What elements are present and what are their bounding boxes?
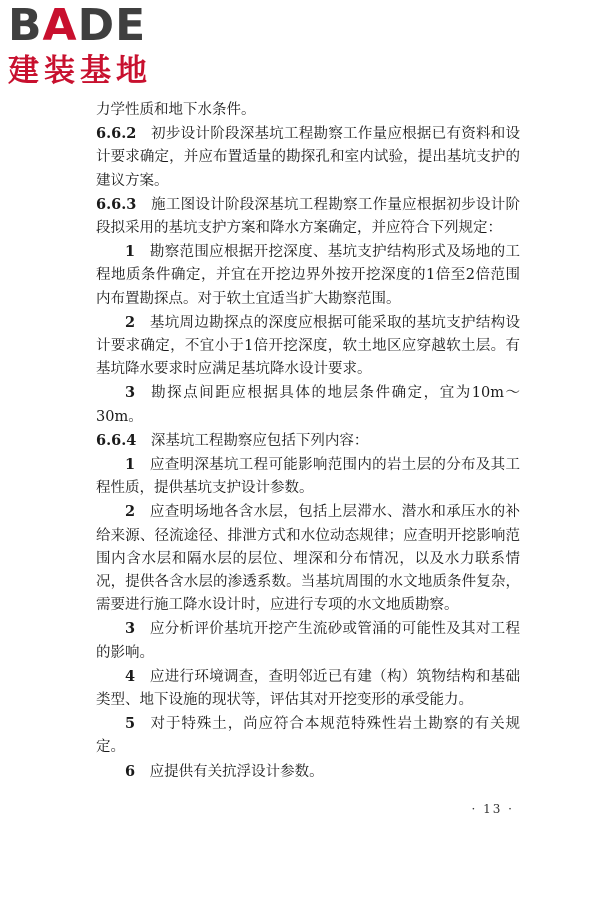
- paragraph-text: 初步设计阶段深基坑工程勘察工作量应根据已有资料和设计要求确定，并应布置适量的勘探孔和室内试验，提出基坑支护的建议方案。: [96, 126, 520, 189]
- clause-number: 3: [125, 620, 136, 638]
- clause-number: 6.6.2: [96, 125, 137, 143]
- paragraph-text: 应进行环境调查，查明邻近已有建（构）筑物结构和基础类型、地下设施的现状等，评估其对开挖变形的承受能力。: [96, 668, 520, 709]
- paragraph: [96, 712, 520, 759]
- paragraph: [96, 500, 520, 617]
- paragraph-text: 应分析评价基坑开挖产生流砂或管涌的可能性及其对工程的影响。: [96, 621, 520, 661]
- logo-letters-de: DE: [77, 0, 147, 51]
- logo-wordmark: [8, 2, 176, 50]
- paragraph-text: 勘探点间距应根据具体的地层条件确定，宜为10m～30m。: [96, 385, 520, 425]
- clause-number: 1: [125, 243, 136, 261]
- logo-chinese-name: 建装基地: [8, 53, 152, 89]
- paragraph: [96, 193, 520, 240]
- clause-number: 3: [125, 384, 136, 402]
- document-body: [96, 99, 520, 784]
- paragraph-text: 施工图设计阶段深基坑工程勘察工作量应根据初步设计阶段拟采用的基坑支护方案和降水方案确定，并应符合下列规定：: [96, 196, 520, 237]
- paragraph-text: 应查明深基坑工程可能影响范围内的岩土层的分布及其工程性质，提供基坑支护设计参数。: [96, 457, 520, 497]
- logo-letter-a: A: [42, 0, 78, 51]
- page-number: · 13 ·: [471, 802, 514, 816]
- clause-number: 2: [125, 313, 136, 331]
- paragraph: [96, 99, 520, 122]
- paragraph: [96, 311, 520, 382]
- paragraph-text: 应提供有关抗浮设计参数。: [149, 763, 324, 780]
- paragraph: [96, 760, 520, 784]
- clause-number: 5: [125, 715, 136, 733]
- paragraph-text: 应查明场地各含水层，包括上层滞水、潜水和承压水的补给来源、径流途径、排泄方式和水位动态规律；应查明开挖影响范围内含水层和隔水层的层位、埋深和分布情况，以及水力联系情况，提供各含水层的渗透系数。当基坑周围的水文地质条件复杂，需要进行施工降水设计时，应进行专项的水文地质勘察。: [96, 504, 520, 614]
- paragraph: [96, 381, 520, 428]
- paragraph-text: 对于特殊土，尚应符合本规范特殊性岩土勘察的有关规定。: [96, 716, 520, 756]
- paragraph: [96, 240, 520, 311]
- paragraph: [96, 453, 520, 500]
- paragraph-text: 基坑周边勘探点的深度应根据可能采取的基坑支护结构设计要求确定，不宜小于1倍开挖深度，软土地区应穿越软土层。有基坑降水要求时应满足基坑降水设计要求。: [96, 314, 520, 378]
- clause-number: 1: [125, 456, 136, 474]
- paragraph: [96, 665, 520, 712]
- clause-number: 2: [125, 503, 136, 521]
- clause-number: 4: [125, 667, 136, 685]
- clause-number: 6.6.3: [96, 195, 137, 213]
- paragraph: [96, 429, 520, 453]
- site-logo: [8, 2, 176, 94]
- paragraph: [96, 122, 520, 193]
- logo-letter-b: B: [8, 0, 43, 51]
- clause-number: 6: [125, 762, 136, 780]
- paragraph: [96, 617, 520, 664]
- paragraph-text: 勘察范围应根据开挖深度、基坑支护结构形式及场地的工程地质条件确定，并宜在开挖边界外按开挖深度的1倍至2倍范围内布置勘探点。对于软土宜适当扩大勘察范围。: [96, 244, 520, 307]
- paragraph-text: 力学性质和地下水条件。: [96, 102, 256, 118]
- paragraph-text: 深基坑工程勘察应包括下列内容：: [150, 432, 369, 449]
- clause-number: 6.6.4: [96, 431, 137, 449]
